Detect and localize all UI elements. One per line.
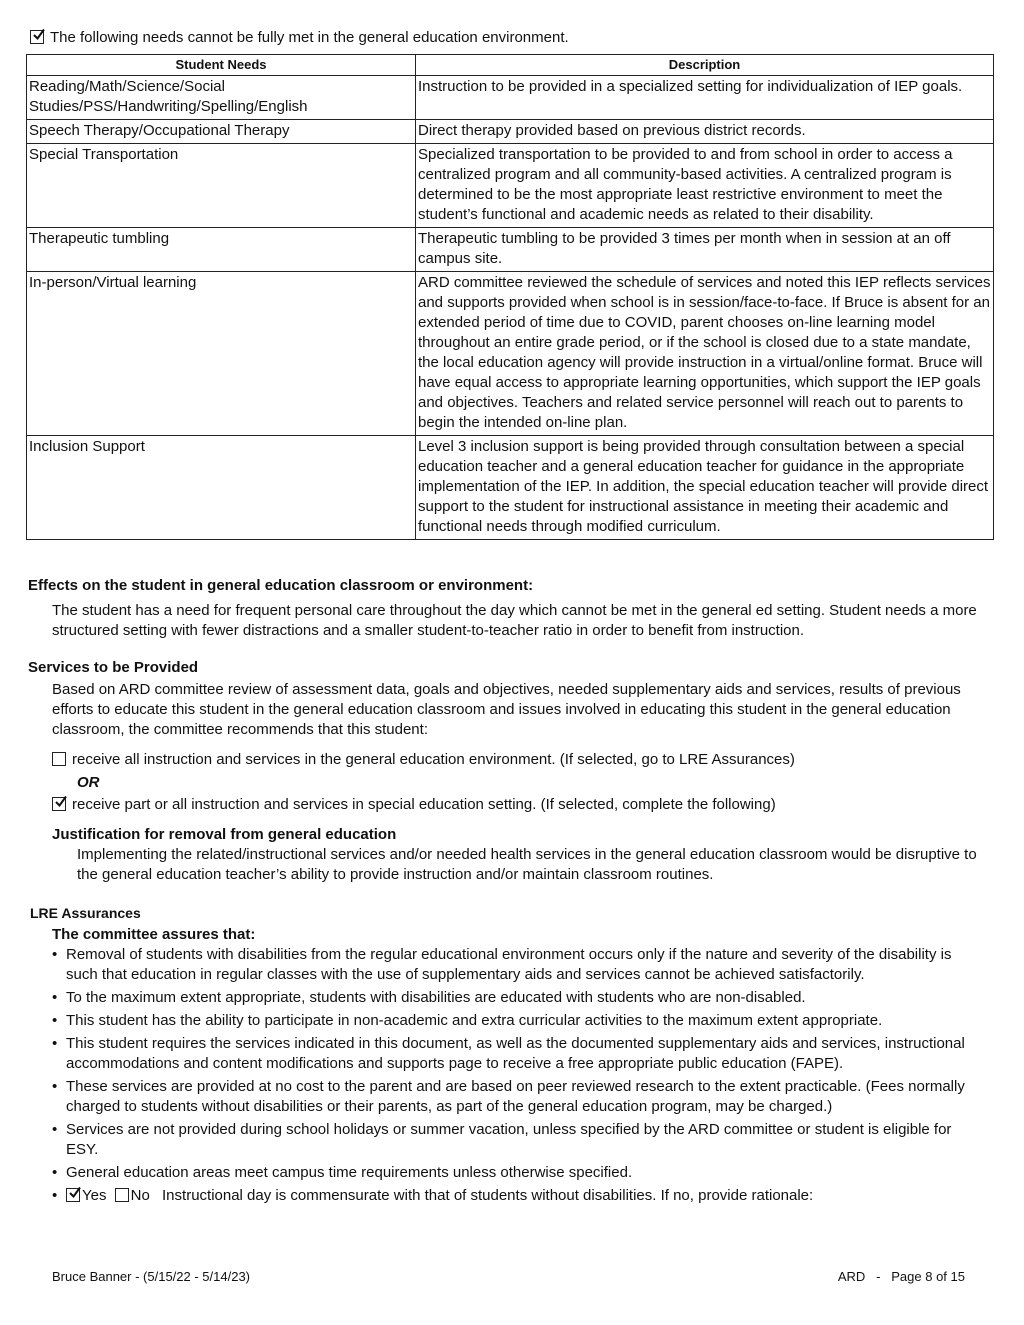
option-special-education xyxy=(52,795,982,815)
services-text: Based on ARD committee review of assessment data, goals and objectives, needed supplementary aids and services, results of previous efforts to educate this student in the general education classroom and issues involved in educating this student in the general education classroom, the committee recommends that this student: xyxy=(52,681,961,738)
effects-text: The student has a need for frequent personal care throughout the day which cannot be met in the general ed setting. Student needs a more structured setting with fewer distractions and a smaller student-to-teacher ratio in order to benefit from instruction. xyxy=(52,602,977,639)
column-header-student-needs: Student Needs xyxy=(27,55,416,76)
lre-assurance-list xyxy=(50,945,965,1209)
need-cell: Special Transportation xyxy=(27,144,416,228)
or-label: OR xyxy=(77,774,100,791)
general-education-checkbox[interactable] xyxy=(52,752,66,766)
list-item: • To the maximum extent appropriate, students with disabilities are educated with students who are non-disabled. xyxy=(50,988,965,1008)
effects-heading: Effects on the student in general education classroom or environment: xyxy=(28,577,534,594)
need-cell: Reading/Math/Science/Social Studies/PSS/Handwriting/Spelling/English xyxy=(27,76,416,120)
footer-student-info: Bruce Banner - (5/15/22 - 5/14/23) xyxy=(52,1269,251,1284)
need-cell: Inclusion Support xyxy=(27,436,416,540)
list-item: • This student requires the services indicated in this document, as well as the documented supplementary aids and services, instructional accommodations and content modifications and supports page to receive a free appropriate public education (FAPE). xyxy=(50,1034,965,1074)
justification-text: Implementing the related/instructional services and/or needed health services in the general education classroom would be disruptive to the general education teacher’s ability to provide instruction and/or maintain classroom routines. xyxy=(77,846,977,883)
yes-label: Yes xyxy=(82,1187,107,1204)
justification-heading: Justification for removal from general education xyxy=(52,826,397,843)
need-cell: In-person/Virtual learning xyxy=(27,272,416,436)
table-row xyxy=(27,120,994,144)
column-header-description: Description xyxy=(416,55,994,76)
list-item: • Removal of students with disabilities from the regular educational environment occurs only if the nature and severity of the disability is such that education in regular classes with the use of supplementary aids and services cannot be achieved satisfactorily. xyxy=(50,945,965,985)
check-icon xyxy=(32,28,46,42)
list-item: • Services are not provided during school holidays or summer vacation, unless specified by the ARD committee or student is eligible for ESY. xyxy=(50,1120,965,1160)
table-row xyxy=(27,272,994,436)
check-icon xyxy=(68,1186,82,1200)
no-label: No xyxy=(130,1187,150,1204)
table-row xyxy=(27,228,994,272)
description-cell: Therapeutic tumbling to be provided 3 times per month when in session at an off campus site. xyxy=(416,228,994,272)
student-needs-table xyxy=(26,54,994,540)
option-special-education-label: receive part or all instruction and services in special education setting. (If selected, complete the following) xyxy=(72,796,776,813)
list-item: • General education areas meet campus time requirements unless otherwise specified. xyxy=(50,1163,965,1183)
special-education-checkbox[interactable] xyxy=(52,797,66,811)
list-item-instructional-day xyxy=(50,1186,965,1206)
list-item: • This student has the ability to participate in non-academic and extra curricular activities to the maximum extent appropriate. xyxy=(50,1011,965,1031)
lre-subheading: The committee assures that: xyxy=(52,926,256,943)
services-heading: Services to be Provided xyxy=(28,659,199,676)
option-general-education-label: receive all instruction and services in the general education environment. (If selected, go to LRE Assurances) xyxy=(72,751,795,768)
instructional-day-text: Instructional day is commensurate with that of students without disabilities. If no, provide rationale: xyxy=(162,1187,814,1204)
table-row xyxy=(27,76,994,120)
description-cell: Specialized transportation to be provided to and from school in order to access a centralized program and all community-based activities. A centralized program is determined to be the most appropriate least restrictive environment to meet the student’s functional and academic needs as related to their disability. xyxy=(416,144,994,228)
lre-heading: LRE Assurances xyxy=(30,905,141,921)
description-cell: Instruction to be provided in a specialized setting for individualization of IEP goals. xyxy=(416,76,994,120)
need-cell: Therapeutic tumbling xyxy=(27,228,416,272)
yes-checkbox[interactable] xyxy=(66,1188,80,1202)
intro-text: The following needs cannot be fully met in the general education environment. xyxy=(50,29,569,46)
table-row xyxy=(27,144,994,228)
footer-page-info: ARD - Page 8 of 15 xyxy=(837,1269,965,1284)
description-cell: Direct therapy provided based on previous district records. xyxy=(416,120,994,144)
list-item: • These services are provided at no cost to the parent and are based on peer reviewed research to the extent practicable. (Fees normally charged to students without disabilities or their parents, as part of the general education program, may be charged.) xyxy=(50,1077,965,1117)
description-cell: Level 3 inclusion support is being provided through consultation between a special education teacher and a general education teacher for guidance in the appropriate implementation of the IEP. In addition, the special education teacher will provide direct support to the student for instructional assistance in meeting their academic and functional needs through modified curriculum. xyxy=(416,436,994,540)
table-row xyxy=(27,436,994,540)
need-cell: Speech Therapy/Occupational Therapy xyxy=(27,120,416,144)
intro-checkbox[interactable] xyxy=(30,30,44,44)
check-icon xyxy=(54,795,68,809)
no-checkbox[interactable] xyxy=(115,1188,129,1202)
intro-line xyxy=(30,28,569,48)
description-cell: ARD committee reviewed the schedule of services and noted this IEP reflects services and supports provided when school is in session/face-to-face. If Bruce is absent for an extended period of time due to COVID, parent chooses on-line learning model throughout an entire grade period, or if the school is closed due to a state mandate, the local education agency will provide instruction in a virtual/online format. Bruce will have equal access to appropriate learning opportunities, which support the IEP goals and objectives. Teachers and related service personnel will reach out to parents to begin the intended on-line plan. xyxy=(416,272,994,436)
option-general-education xyxy=(52,750,982,770)
